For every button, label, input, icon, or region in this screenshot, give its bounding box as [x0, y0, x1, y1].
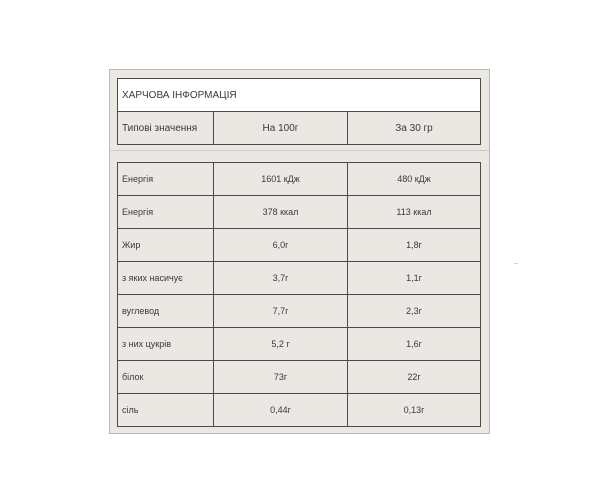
header-per-30g: За 30 гр: [395, 122, 433, 134]
value-per-30g: 1,6г: [406, 339, 422, 349]
table-row: [118, 163, 480, 196]
nutrient-name: Жир: [118, 229, 214, 261]
value-per-100g: 73г: [214, 361, 348, 393]
header-per-100g: На 100г: [214, 112, 348, 144]
table-row: [118, 361, 480, 394]
value-per-100g: 378 ккал: [214, 196, 348, 228]
value-per-30g: 480 кДж: [397, 174, 431, 184]
table-row: [118, 229, 480, 262]
value-per-30g: 1,1г: [406, 273, 422, 283]
decorative-mark: [514, 263, 518, 264]
value-per-30g: 1,8г: [406, 240, 422, 250]
value-per-30g: 113 ккал: [396, 207, 432, 217]
nutrition-header-block: [117, 78, 481, 145]
value-per-30g: 22г: [407, 372, 421, 382]
value-per-30g: 2,3г: [406, 306, 422, 316]
nutrient-name: вуглевод: [118, 295, 214, 327]
table-row: [118, 328, 480, 361]
value-per-100g: 1601 кДж: [214, 163, 348, 195]
nutrient-name: Енергія: [118, 163, 214, 195]
nutrient-name: сіль: [118, 394, 214, 426]
table-row: [118, 196, 480, 229]
value-per-100g: 6,0г: [214, 229, 348, 261]
value-per-100g: 7,7г: [214, 295, 348, 327]
table-header-row: [118, 112, 480, 144]
nutrient-name: білок: [118, 361, 214, 393]
table-title: ХАРЧОВА ІНФОРМАЦІЯ: [118, 79, 480, 112]
value-per-100g: 3,7г: [214, 262, 348, 294]
section-divider: [110, 150, 489, 151]
value-per-100g: 0,44г: [214, 394, 348, 426]
nutrient-name: Енергія: [118, 196, 214, 228]
table-row: [118, 262, 480, 295]
value-per-100g: 5,2 г: [214, 328, 348, 360]
table-row: [118, 394, 480, 427]
nutrient-name: з них цукрів: [118, 328, 214, 360]
nutrition-values-table: [117, 162, 481, 427]
nutrient-name: з яких насичує: [118, 262, 214, 294]
value-per-30g: 0,13г: [403, 405, 425, 415]
header-typical-values: Типові значення: [118, 112, 214, 144]
table-row: [118, 295, 480, 328]
